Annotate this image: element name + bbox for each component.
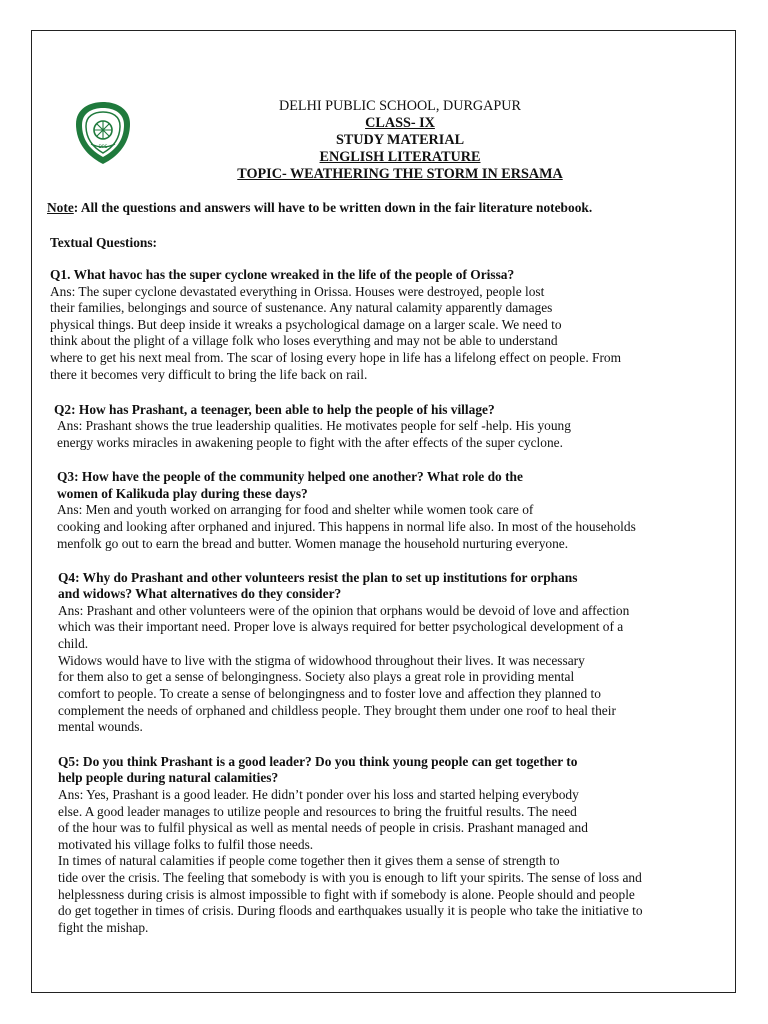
q1-answer-line: Ans: The super cyclone devastated everything in Orissa. Houses were destroyed, people lost [50, 284, 545, 299]
material-title: STUDY MATERIAL [335, 132, 465, 148]
q5-answer-line: do get together in times of crisis. During floods and earthquakes usually it is people who take the initiative to [58, 903, 643, 918]
q2-answer-line: energy works miracles in awakening people to fight with the after effects of the super cyclone. [57, 435, 563, 450]
q1-answer-line: where to get his next meal from. The scar of losing every hope in life has a lifelong effect on people. From [50, 350, 622, 365]
q3-answer-line: cooking and looking after orphaned and injured. This happens in normal life also. In most of the households [57, 519, 636, 534]
q4-answer-line: which was their important need. Proper love is always required for better psychological development of a [58, 619, 624, 634]
q4-question: and widows? What alternatives do they consider? [58, 586, 342, 601]
class-title: CLASS- IX [365, 115, 435, 131]
svg-text:DPS: DPS [98, 145, 108, 150]
q5-question: Q5: Do you think Prashant is a good leader? Do you think young people can get together to [58, 754, 578, 769]
q1-answer-line: think about the plight of a village folk who loses everything and may not be able to understand [50, 333, 558, 348]
q5-answer-line: In times of natural calamities if people come together then it gives them a sense of strength to [58, 853, 560, 868]
q1-answer-line: their families, belongings and source of sustenance. Any natural calamity apparently damages [50, 300, 553, 315]
topic-title: TOPIC- WEATHERING THE STORM IN ERSAMA [237, 166, 563, 182]
q4-answer-line: for them also to get a sense of belongingness. Society also plays a great role in providing mental [58, 669, 575, 684]
q3-question: Q3: How have the people of the community helped one another? What role do the [57, 469, 523, 484]
subject-title: ENGLISH LITERATURE [319, 149, 481, 165]
q1-question: Q1. What havoc has the super cyclone wreaked in the life of the people of Orissa? [50, 267, 515, 282]
q5-question: help people during natural calamities? [58, 770, 279, 785]
note-text: : All the questions and answers will have to be written down in the fair literature notebook. [73, 200, 593, 215]
q2-answer-line: Ans: Prashant shows the true leadership qualities. He motivates people for self -help. His young [57, 418, 571, 433]
q3-answer-line: Ans: Men and youth worked on arranging for food and shelter while women took care of [57, 502, 534, 517]
q5-answer-line: helplessness during crisis is almost impossible to fight with if somebody is alone. People should and people [58, 887, 635, 902]
q1-answer-line: there it becomes very difficult to bring the life back on rail. [50, 367, 368, 382]
q5-answer-line: motivated his village folks to fulfil those needs. [58, 837, 314, 852]
note-label: Note [47, 200, 74, 215]
school-name: DELHI PUBLIC SCHOOL, DURGAPUR [279, 98, 521, 114]
q5-answer-line: else. A good leader manages to utilize people and resources to bring the fruitful results. The need [58, 804, 577, 819]
q4-question: Q4: Why do Prashant and other volunteers resist the plan to set up institutions for orphans [58, 570, 578, 585]
q4-answer-line: complement the needs of orphaned and childless people. They brought them under one roof to heal their [58, 703, 616, 718]
q3-answer-line: menfolk go out to earn the bread and butter. Women manage the household nurturing everyone. [57, 536, 569, 551]
q1-answer-line: physical things. But deep inside it wreaks a psychological damage on a larger scale. We need to [50, 317, 562, 332]
q4-answer-line: comfort to people. To create a sense of belongingness and to foster love and affection they planned to [58, 686, 601, 701]
school-logo [73, 100, 133, 166]
q4-answer-line: mental wounds. [58, 719, 143, 734]
section-title: Textual Questions: [50, 235, 158, 250]
q5-answer-line: fight the mishap. [58, 920, 149, 935]
q4-answer-line: Widows would have to live with the stigma of widowhood throughout their lives. It was necessary [58, 653, 585, 668]
q5-answer-line: tide over the crisis. The feeling that somebody is with you is enough to lift your spirits. The sense of loss and [58, 870, 642, 885]
q3-question: women of Kalikuda play during these days? [57, 486, 308, 501]
q4-answer-line: Ans: Prashant and other volunteers were of the opinion that orphans would be devoid of love and affection [58, 603, 630, 618]
q2-question: Q2: How has Prashant, a teenager, been able to help the people of his village? [54, 402, 495, 417]
q5-answer-line: of the hour was to fulfil physical as well as mental needs of people in crisis. Prashant managed and [58, 820, 588, 835]
note-line [47, 200, 592, 216]
q5-answer-line: Ans: Yes, Prashant is a good leader. He didn’t ponder over his loss and started helping everybody [58, 787, 579, 802]
q4-answer-line: child. [58, 636, 89, 651]
